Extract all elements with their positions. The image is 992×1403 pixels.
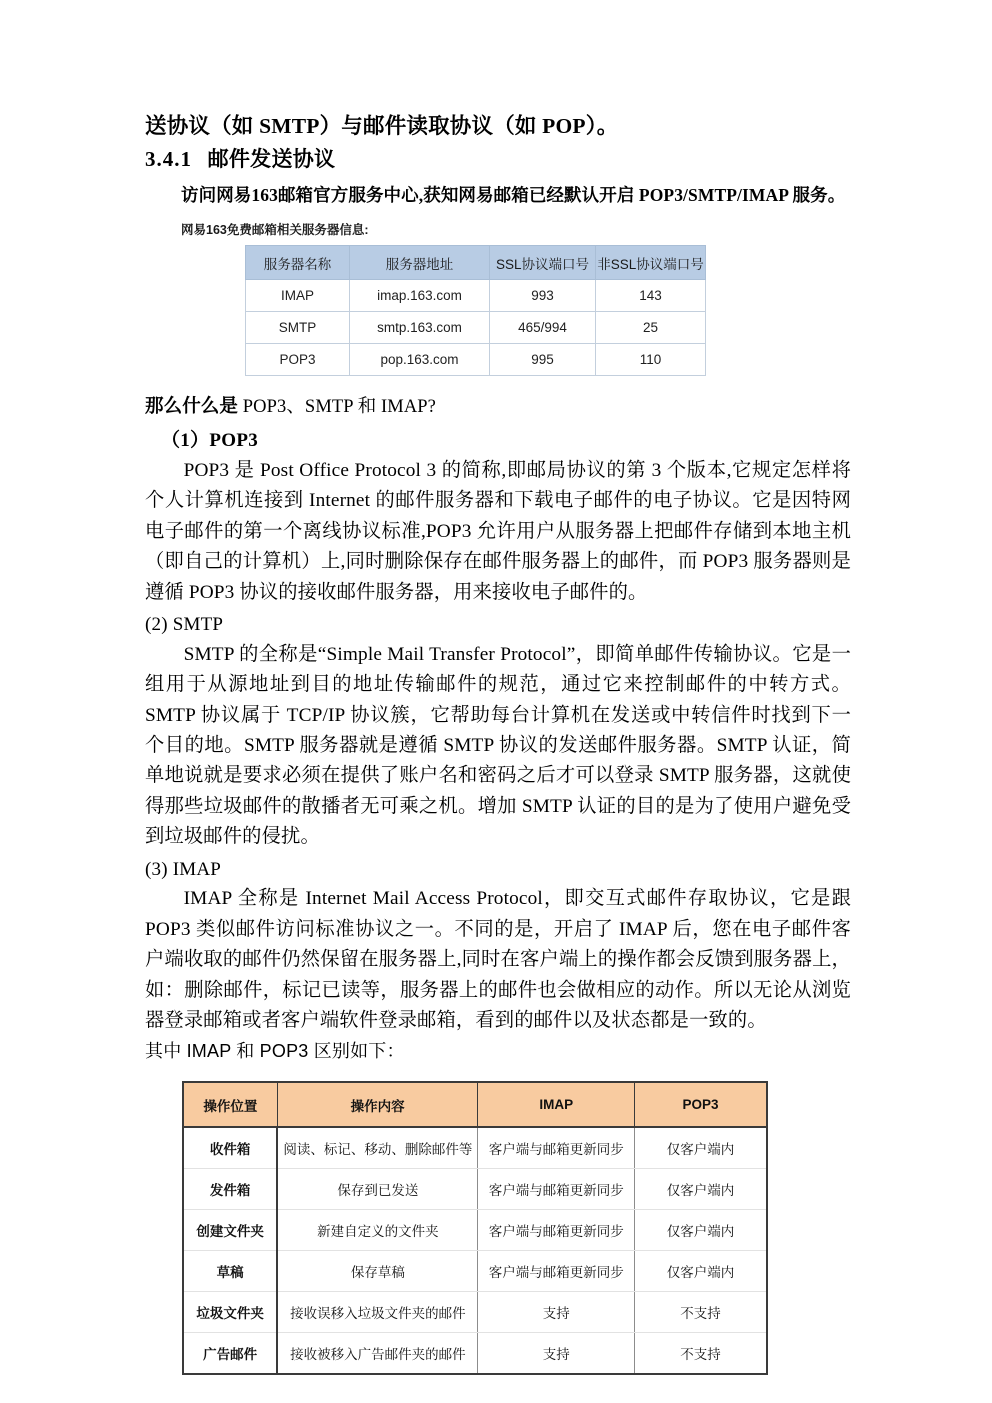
table-header-row bbox=[183, 1082, 767, 1127]
paragraph-imap: IMAP 全称是 Internet Mail Access Protocol，即交互式邮件存取协议，它是跟 POP3 类似邮件访问标准协议之一。不同的是，开启了 IMAP 后，您在电子邮件客户端收取的邮件仍然保留在服务器上,同时在客户端上的操作都会反馈到服务器上，如：删除邮件，标记已读等，服务器上的邮件也会做相应的动作。所以无论从浏览器登录邮箱或者客户端软件登录邮箱，看到的邮件以及状态都是一致的。 bbox=[145, 888, 851, 1032]
table2-cell: 阅读、标记、移动、删除邮件等 bbox=[277, 1127, 478, 1169]
table2-intro: 其中 IMAP 和 POP3 区别如下： bbox=[145, 1040, 405, 1061]
section-title: 邮件发送协议 bbox=[207, 146, 336, 171]
table2-cell: 发件箱 bbox=[183, 1169, 277, 1210]
table2-col-header: 操作内容 bbox=[277, 1082, 478, 1127]
imap-pop3-comparison-table bbox=[182, 1081, 768, 1375]
table2-cell: 支持 bbox=[478, 1333, 635, 1375]
table-row bbox=[246, 344, 706, 376]
table2-cell: 仅客户端内 bbox=[635, 1169, 767, 1210]
table2-cell: 垃圾文件夹 bbox=[183, 1292, 277, 1333]
table-row bbox=[183, 1169, 767, 1210]
table2-cell: 仅客户端内 bbox=[635, 1251, 767, 1292]
lead-paragraph: 访问网易163邮箱官方服务中心,获知网易邮箱已经默认开启 POP3/SMTP/IMAP 服务。 bbox=[181, 184, 846, 205]
table2-cell: 客户端与邮箱更新同步 bbox=[478, 1251, 635, 1292]
table-row bbox=[183, 1127, 767, 1169]
table1-cell: 143 bbox=[596, 280, 706, 312]
table2-wrapper bbox=[145, 1081, 851, 1375]
table2-col-header: POP3 bbox=[635, 1082, 767, 1127]
continued-paragraph-line: 送协议（如 SMTP）与邮件读取协议（如 POP）。 bbox=[145, 114, 619, 138]
table-header-row bbox=[246, 246, 706, 280]
table1-cell: 995 bbox=[490, 344, 596, 376]
table2-cell: 新建自定义的文件夹 bbox=[277, 1210, 478, 1251]
table-row bbox=[183, 1333, 767, 1375]
section-heading bbox=[145, 145, 851, 174]
table1-col-header: 服务器地址 bbox=[350, 246, 490, 280]
subsection-heading-smtp: (2) SMTP bbox=[145, 614, 224, 636]
table2-cell: 不支持 bbox=[635, 1292, 767, 1333]
table1-col-header: SSL协议端口号 bbox=[490, 246, 596, 280]
table1-wrapper bbox=[145, 245, 851, 376]
table2-cell: 创建文件夹 bbox=[183, 1210, 277, 1251]
table-row bbox=[183, 1251, 767, 1292]
table2-cell: 草稿 bbox=[183, 1251, 277, 1292]
subsection-heading-imap: (3) IMAP bbox=[145, 858, 222, 880]
table2-cell: 仅客户端内 bbox=[635, 1127, 767, 1169]
table2-cell: 客户端与邮箱更新同步 bbox=[478, 1169, 635, 1210]
paragraph-pop3: POP3 是 Post Office Protocol 3 的简称,即邮局协议的第 3 个版本,它规定怎样将个人计算机连接到 Internet 的邮件服务器和下载电子邮件的电子协议。它是因特网电子邮件的第一个离线协议标准,POP3 允许用户从服务器上把邮件存储到本地主机（即自己的计算机）上,同时删除保存在邮件服务器上的邮件，而 POP3 服务器则是遵循 POP3 协议的接收邮件服务器，用来接收电子邮件的。 bbox=[145, 459, 851, 603]
table1-cell: IMAP bbox=[246, 280, 350, 312]
table2-cell: 仅客户端内 bbox=[635, 1210, 767, 1251]
table1-cell: POP3 bbox=[246, 344, 350, 376]
section-number: 3.4.1 bbox=[145, 146, 192, 171]
server-info-table bbox=[245, 245, 706, 376]
table-row bbox=[183, 1292, 767, 1333]
question-heading-rest: POP3、SMTP 和 IMAP? bbox=[238, 397, 436, 418]
table-row bbox=[183, 1210, 767, 1251]
question-heading bbox=[145, 394, 851, 422]
table1-cell: smtp.163.com bbox=[350, 312, 490, 344]
table-row bbox=[246, 280, 706, 312]
table2-cell: 不支持 bbox=[680, 1347, 721, 1363]
table-row bbox=[246, 312, 706, 344]
table1-caption: 网易163免费邮箱相关服务器信息: bbox=[181, 223, 369, 238]
table2-cell: 保存到已发送 bbox=[277, 1169, 478, 1210]
table2-cell: 广告邮件 bbox=[183, 1333, 277, 1375]
table2-cell: 接收被移入广告邮件夹的邮件 bbox=[277, 1333, 478, 1375]
table2-cell: 保存草稿 bbox=[277, 1251, 478, 1292]
table2-col-header: IMAP bbox=[478, 1082, 635, 1127]
table1-cell: 465/994 bbox=[490, 312, 596, 344]
table2-cell: 收件箱 bbox=[183, 1127, 277, 1169]
subsection-heading-pop3: （1）POP3 bbox=[161, 430, 259, 452]
table1-col-header: 服务器名称 bbox=[246, 246, 350, 280]
table1-cell: 25 bbox=[596, 312, 706, 344]
table1-cell: 993 bbox=[490, 280, 596, 312]
table2-col-header: 操作位置 bbox=[183, 1082, 277, 1127]
table2-cell: 接收误移入垃圾文件夹的邮件 bbox=[277, 1292, 478, 1333]
table2-cell: 支持 bbox=[478, 1292, 635, 1333]
table1-col-header: 非SSL协议端口号 bbox=[596, 246, 706, 280]
table2-cell: 客户端与邮箱更新同步 bbox=[478, 1210, 635, 1251]
table1-cell: pop.163.com bbox=[350, 344, 490, 376]
paragraph-smtp: SMTP 的全称是“Simple Mail Transfer Protocol”，即简单邮件传输协议。它是一组用于从源地址到目的地址传输邮件的规范，通过它来控制邮件的中转方式。SMTP 协议属于 TCP/IP 协议簇，它帮助每台计算机在发送或中转信件时找到下一个目的地。SMTP 服务器就是遵循 SMTP 协议的发送邮件服务器。SMTP 认证，简单地说就是要求必须在提供了账户名和密码之后才可以登录 SMTP 服务器，这就使得那些垃圾邮件的散播者无可乘之机。增加 SMTP 认证的目的是为了使用户避免受到垃圾邮件的侵扰。 bbox=[145, 643, 851, 848]
table1-cell: SMTP bbox=[246, 312, 350, 344]
table1-cell: 110 bbox=[596, 344, 706, 376]
table1-cell: imap.163.com bbox=[350, 280, 490, 312]
document-content bbox=[145, 112, 851, 1375]
question-heading-bold: 那么什么是 bbox=[145, 397, 239, 418]
table2-cell: 客户端与邮箱更新同步 bbox=[478, 1127, 635, 1169]
